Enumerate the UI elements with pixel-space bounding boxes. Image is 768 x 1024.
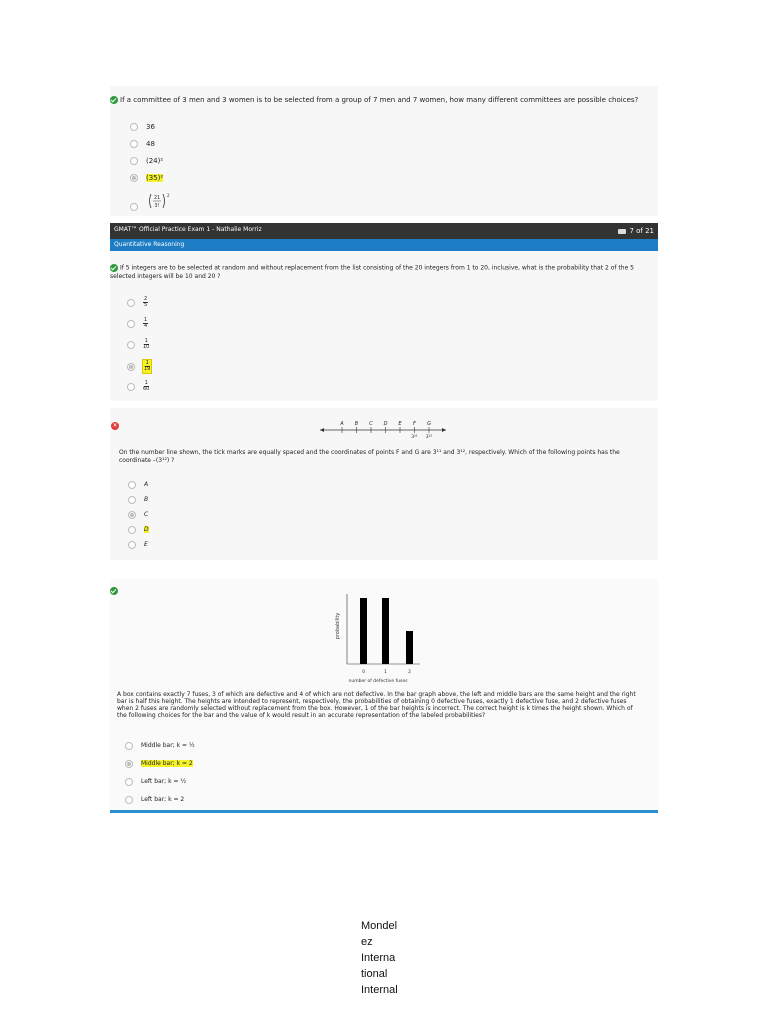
coordinate-label-f: 3¹¹: [411, 435, 418, 440]
x-axis-label: number of defective fuses: [348, 679, 408, 684]
bar-2: [406, 631, 413, 664]
number-line-label-d: D: [383, 421, 388, 427]
question-1-panel: [110, 86, 658, 216]
question-3-text: On the number line shown, the tick marks are equally spaced and the coordinates of points F and G are 3¹¹ and 3¹², respectively. Which of the following points has the coordinate –(3¹²) ?: [119, 449, 620, 464]
section-title: Quantitative Reasoning: [114, 241, 185, 248]
q3-option-a[interactable]: A: [128, 480, 148, 489]
x-tick-label: 0: [362, 670, 365, 675]
q1-option-e[interactable]: [130, 193, 170, 212]
q1-option-d[interactable]: (35)²: [130, 174, 163, 183]
progress-indicator: 7 of 21: [618, 227, 654, 235]
number-line-label-f: F: [413, 421, 416, 427]
x-tick-label: 2: [408, 670, 411, 675]
radio-icon[interactable]: [127, 299, 135, 307]
binomial-fraction-image: [148, 193, 170, 209]
section-bar: [110, 239, 658, 251]
radio-icon[interactable]: [130, 123, 138, 131]
question-4-text: A box contains exactly 7 fuses, 3 of which are defective and 4 of which are not defective. In the bar graph above, the left and middle bars are the same height and the right bar is half this height. The heights are intended to represent, respectively, the probabilities of obtaining 0 defective fuses, exactly 1 defective fuse, and 2 defective fuses when 2 fuses are randomly selected without replacement from the box. However, 1 of the bar heights is incorrect. The correct height is k times the height shown. Which of the following choices for the bar and the value of k would result in an accurate representation of the labeled probabilities?: [117, 691, 636, 719]
radio-icon[interactable]: [130, 140, 138, 148]
q2-option-c[interactable]: $\frac{1}{10}$: [127, 339, 149, 350]
radio-icon[interactable]: [125, 742, 133, 750]
radio-icon[interactable]: [128, 526, 136, 534]
svg-text:21: 21: [154, 195, 161, 201]
incorrect-x-icon: ✕: [112, 422, 118, 429]
calculator-icon[interactable]: [618, 229, 626, 234]
radio-icon[interactable]: [130, 203, 138, 211]
bottom-rule: [110, 810, 658, 813]
q1-option-b[interactable]: 48: [130, 140, 155, 149]
q3-option-c[interactable]: C: [128, 510, 148, 519]
radio-icon[interactable]: [127, 383, 135, 391]
question-1: [110, 96, 658, 105]
q1-option-c[interactable]: (24)²: [130, 157, 163, 166]
q3-option-b[interactable]: B: [128, 495, 148, 504]
bar-0: [360, 598, 367, 664]
radio-selected-icon[interactable]: [130, 174, 138, 182]
radio-selected-icon[interactable]: [128, 511, 136, 519]
q2-option-e[interactable]: $\frac{1}{60}$: [127, 381, 149, 392]
number-line-label-a: A: [340, 421, 344, 427]
radio-icon[interactable]: [127, 341, 135, 349]
q1-option-a[interactable]: 36: [130, 123, 155, 132]
coordinate-label-g: 3¹²: [425, 435, 433, 440]
correct-check-icon: [110, 587, 118, 595]
number-line-label-c: C: [369, 421, 373, 427]
question-2: [110, 264, 640, 281]
radio-icon[interactable]: [130, 157, 138, 165]
x-tick-label: 1: [384, 670, 387, 675]
q3-option-d[interactable]: D: [128, 525, 149, 534]
number-line-label-g: G: [427, 421, 431, 427]
svg-text:2: 2: [167, 193, 170, 198]
y-axis-label: probability: [335, 612, 341, 640]
q4-option-c[interactable]: Left bar; k = ½: [125, 777, 186, 786]
radio-icon[interactable]: [128, 481, 136, 489]
number-line-label-e: E: [398, 421, 402, 427]
number-line: [318, 417, 448, 441]
question-2-text: If 5 integers are to be selected at random and without replacement from the list consisting of the 20 integers from 1 to 20, inclusive, what is the probability that 2 of the 5 selected integers will be 10 and 20 ?: [110, 264, 634, 280]
number-line-label-b: B: [354, 421, 359, 427]
radio-icon[interactable]: [127, 320, 135, 328]
footer-classification: Mondel ez Interna tional Internal: [361, 920, 398, 996]
q3-option-e[interactable]: E: [128, 540, 148, 549]
radio-icon[interactable]: [125, 796, 133, 804]
svg-text:3!: 3!: [154, 203, 160, 209]
q2-option-d[interactable]: $\frac{1}{19}$: [127, 360, 151, 373]
q2-option-b[interactable]: $\frac{1}{4}$: [127, 318, 148, 329]
radio-selected-icon[interactable]: [127, 363, 135, 371]
q4-option-b[interactable]: Middle bar; k = 2: [125, 759, 193, 768]
q2-option-a[interactable]: $\frac{2}{5}$: [127, 297, 148, 308]
radio-icon[interactable]: [125, 778, 133, 786]
exam-title: GMAT™ Official Practice Exam 1 - Nathalie Morriz: [114, 226, 262, 233]
radio-selected-icon[interactable]: [125, 760, 133, 768]
q4-option-a[interactable]: Middle bar; k = ½: [125, 741, 195, 750]
bar-1: [382, 598, 389, 664]
question-3: [119, 449, 649, 465]
correct-check-icon: [110, 96, 118, 104]
correct-check-icon: [110, 264, 118, 272]
q4-option-d[interactable]: Left bar; k = 2: [125, 795, 184, 804]
question-4: [117, 691, 637, 719]
radio-icon[interactable]: [128, 541, 136, 549]
bar-chart: [330, 592, 430, 686]
radio-icon[interactable]: [128, 496, 136, 504]
exam-header-bar: [110, 223, 658, 239]
question-1-text: If a committee of 3 men and 3 women is to be selected from a group of 7 men and 7 women, how many different committees are possible choices?: [120, 96, 639, 104]
